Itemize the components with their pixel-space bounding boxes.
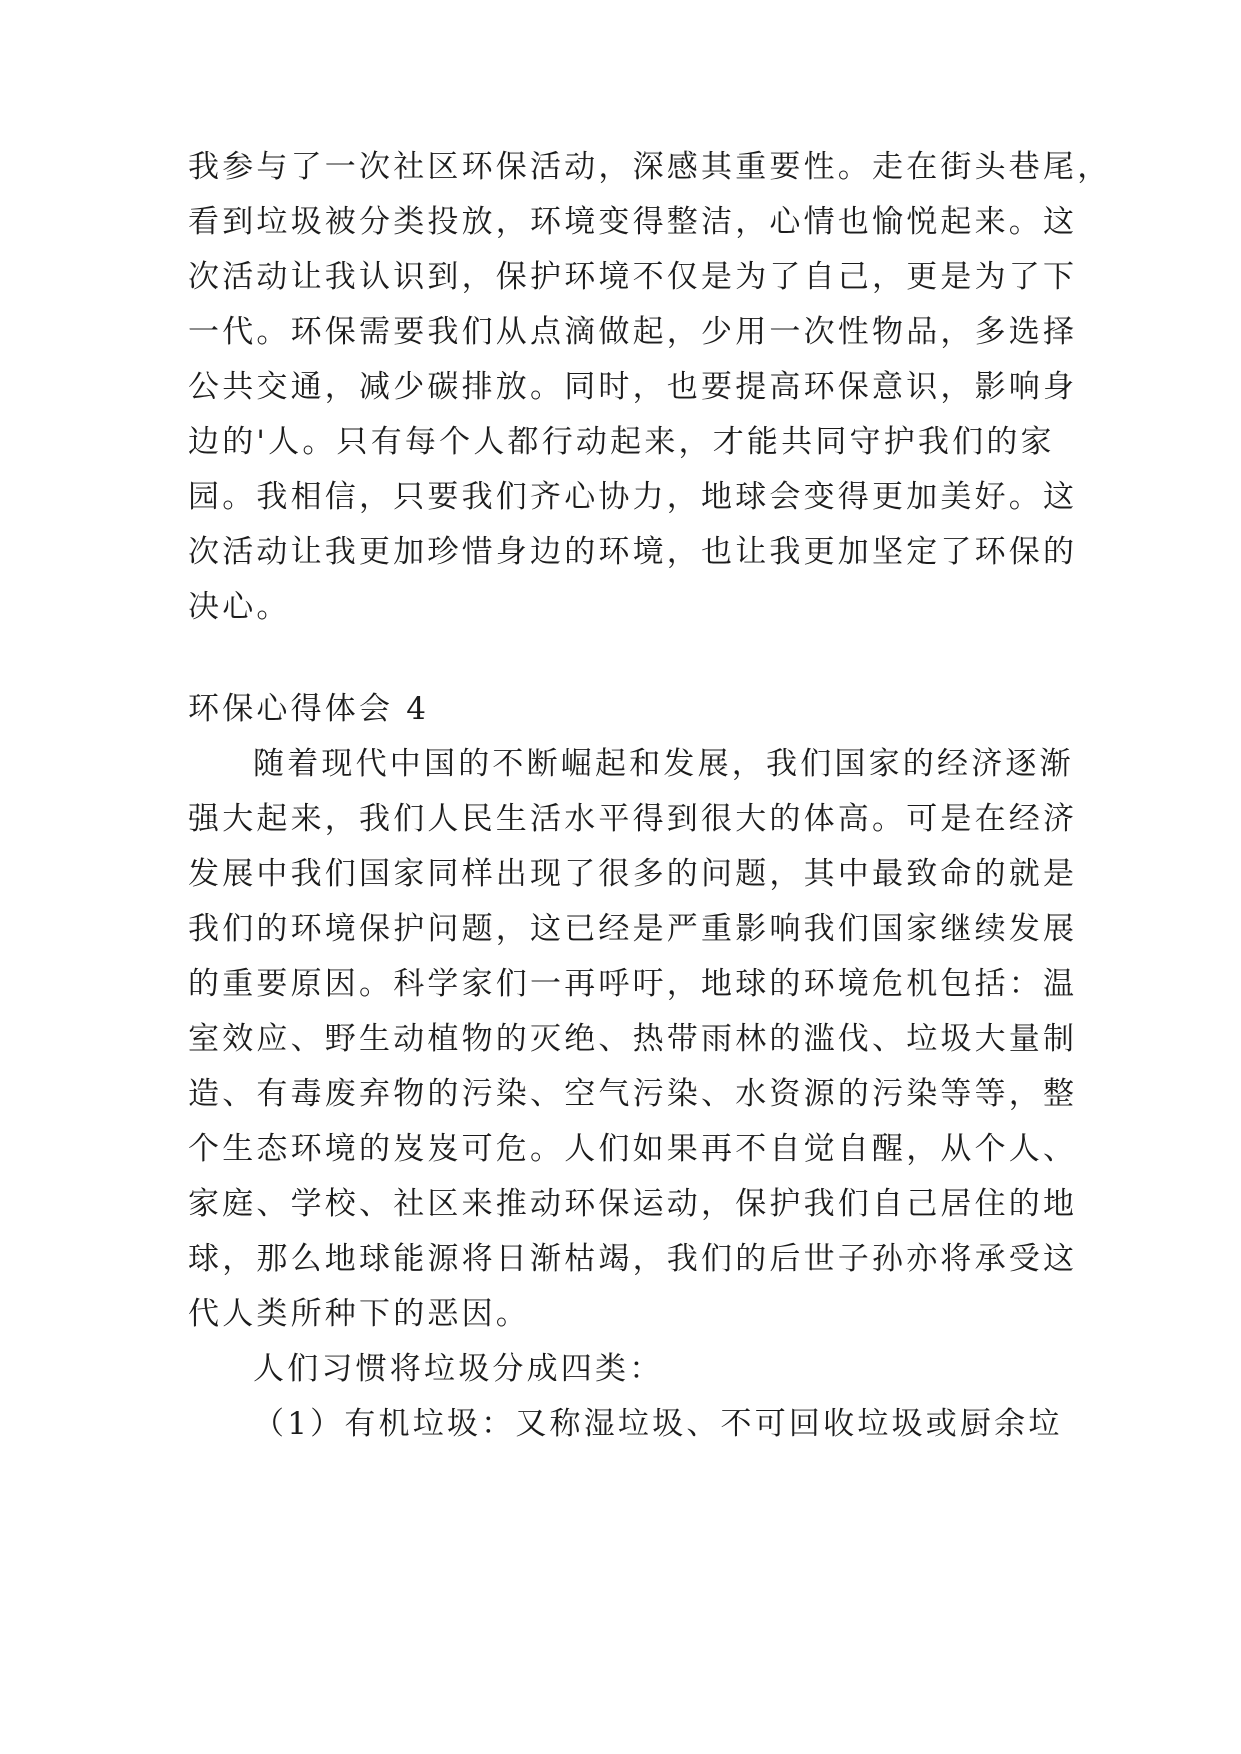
text-line: 一代。环保需要我们从点滴做起，少用一次性物品，多选择 [188, 314, 1078, 350]
text-line: 造、有毒废弃物的污染、空气污染、水资源的污染等等，整 [188, 1076, 1078, 1112]
text-line: 个生态环境的岌岌可危。人们如果再不自觉自醒，从个人、 [188, 1131, 1078, 1167]
text-line: 的重要原因。科学家们一再呼吁，地球的环境危机包括：温 [188, 966, 1078, 1002]
text-line: 看到垃圾被分类投放，环境变得整洁，心情也愉悦起来。这 [188, 204, 1078, 240]
text-line: 球，那么地球能源将日渐枯竭，我们的后世子孙亦将承受这 [188, 1241, 1078, 1277]
text-line: 次活动让我更加珍惜身边的环境，也让我更加坚定了环保的 [188, 534, 1078, 570]
list-item: （1）有机垃圾：又称湿垃圾、不可回收垃圾或厨余垃 [253, 1406, 1063, 1442]
text-line: 随着现代中国的不断崛起和发展，我们国家的经济逐渐 [253, 746, 1074, 782]
text-line: 决心。 [188, 589, 291, 625]
text-line: 我们的环境保护问题，这已经是严重影响我们国家继续发展 [188, 911, 1078, 947]
text-line: 公共交通，减少碳排放。同时，也要提高环保意识，影响身 [188, 369, 1078, 405]
text-line: 次活动让我认识到，保护环境不仅是为了自己，更是为了下 [188, 259, 1078, 295]
text-line: 强大起来，我们人民生活水平得到很大的体高。可是在经济 [188, 801, 1078, 837]
text-line: 边的'人。只有每个人都行动起来，才能共同守护我们的家 [188, 424, 1055, 460]
text-line: 发展中我们国家同样出现了很多的问题，其中最致命的就是 [188, 856, 1078, 892]
text-line: 园。我相信，只要我们齐心协力，地球会变得更加美好。这 [188, 479, 1078, 515]
section-heading: 环保心得体会 4 [188, 691, 430, 727]
text-line: 家庭、学校、社区来推动环保运动，保护我们自己居住的地 [188, 1186, 1078, 1222]
text-line: 我参与了一次社区环保活动，深感其重要性。走在街头巷尾， [188, 149, 1112, 185]
text-line: 人们习惯将垃圾分成四类： [253, 1351, 664, 1387]
text-line: 代人类所种下的恶因。 [188, 1296, 530, 1332]
text-line: 室效应、野生动植物的灭绝、热带雨林的滥伐、垃圾大量制 [188, 1021, 1078, 1057]
